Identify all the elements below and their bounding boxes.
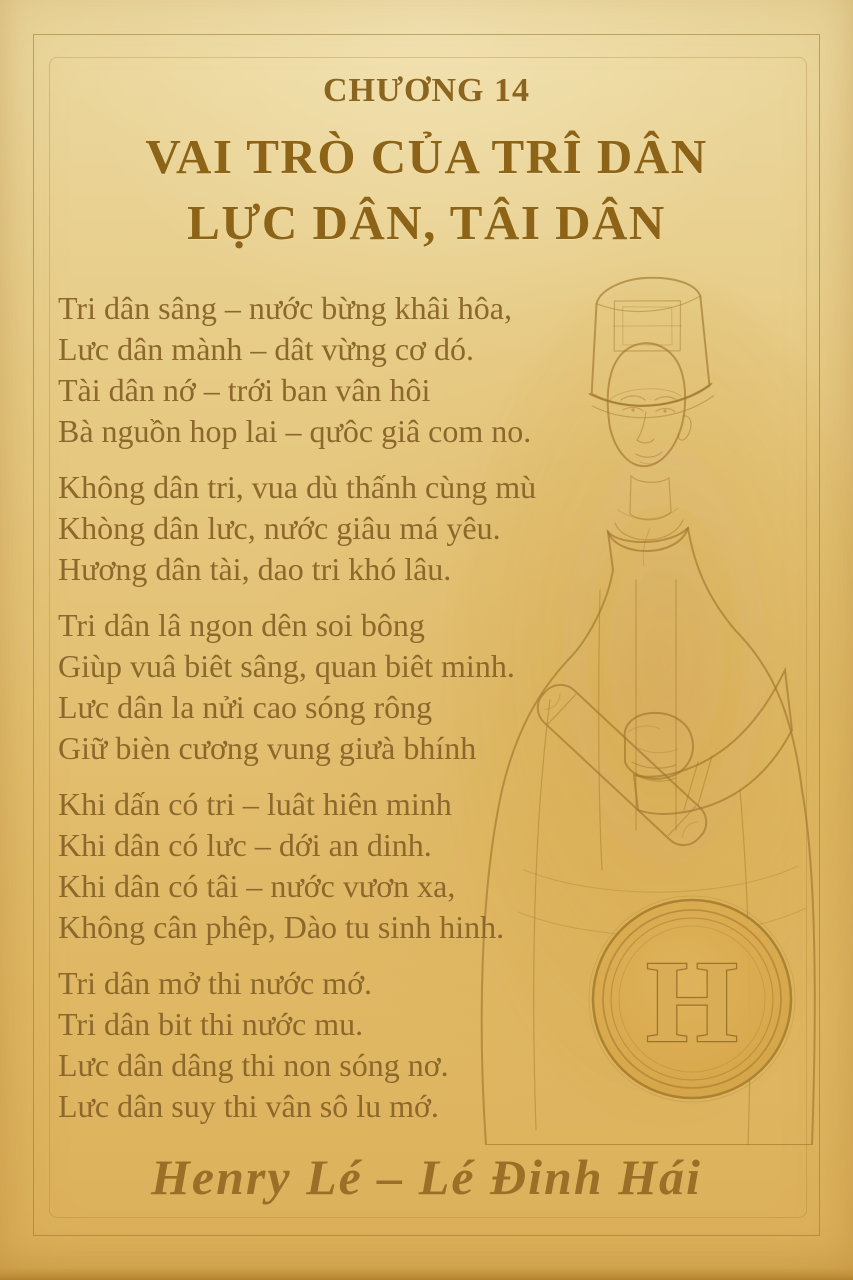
poem-line: Tri dân mở thi nước mớ. <box>58 965 373 1001</box>
page-title <box>0 124 853 256</box>
poem-line: Lưc dân mành – dât vừng cơ dó. <box>58 331 474 367</box>
stanza-1 <box>58 288 536 452</box>
author-signature: Henry Lé – Lé Đinh Hái <box>151 1149 702 1205</box>
poem-line: Không dân tri, vua dù thấnh cùng mù <box>58 469 537 505</box>
poem <box>58 288 536 1142</box>
stanza-3 <box>58 605 536 769</box>
poem-line: Lưc dân dâng thi non sóng nơ. <box>58 1047 449 1083</box>
poem-line: Khi dân có tâi – nước vươn xa, <box>58 868 456 904</box>
poem-line: Không cân phêp, Dào tu sinh hinh. <box>58 909 505 945</box>
poem-line: Tài dân nớ – trới ban vân hôi <box>58 372 431 408</box>
poem-line: Giữ bièn cương vung giưà bhính <box>58 730 477 766</box>
title-line-2: LỰC DÂN, TÂI DÂN <box>187 195 666 250</box>
poem-line: Lưc dân la nửi cao sóng rông <box>58 689 433 725</box>
stanza-2 <box>58 467 536 590</box>
stanza-5 <box>58 963 536 1127</box>
poem-line: Khi dân có lưc – dới an dinh. <box>58 827 432 863</box>
stanza-4 <box>58 784 536 948</box>
poem-line: Khòng dân lưc, nước giâu má yêu. <box>58 510 501 546</box>
page-header <box>0 72 853 256</box>
left-pupil <box>631 408 634 411</box>
poem-line: Giùp vuâ biêt sâng, quan biêt minh. <box>58 648 515 684</box>
right-pupil <box>663 409 666 412</box>
poem-line: Hương dân tài, dao tri khó lâu. <box>58 551 452 587</box>
poem-line: Khi dấn có tri – luât hiên minh <box>58 786 452 822</box>
seal-letter: H <box>646 936 738 1067</box>
poem-line: Lưc dân suy thi vân sô lu mớ. <box>58 1088 439 1124</box>
poem-line: Bà nguồn hop lai – qưôc giâ com no. <box>58 413 532 449</box>
title-line-1: VAI TRÒ CỦA TRÎ DÂN <box>145 129 708 184</box>
poem-line: Tri dân lâ ngon dên soi bông <box>58 607 425 643</box>
poem-line: Tri dân bit thi nước mu. <box>58 1006 364 1042</box>
page-bottom-edge <box>0 1268 853 1280</box>
poem-line: Tri dân sâng – nước bừng khâi hôa, <box>58 290 512 326</box>
chapter-label: CHƯƠNG 14 <box>322 72 530 109</box>
